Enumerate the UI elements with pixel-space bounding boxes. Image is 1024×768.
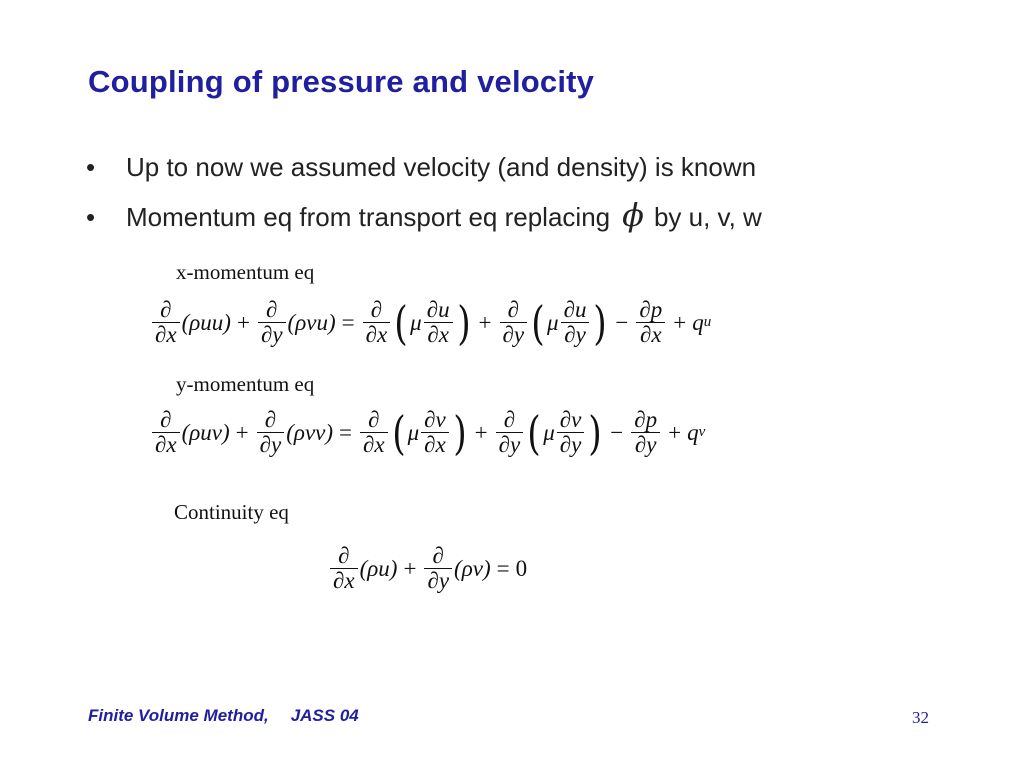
fraction: $\frac{\partial}{\partial y}$: [500, 298, 528, 347]
fraction: $\frac{\partial u}{\partial y}$: [561, 298, 590, 347]
y-momentum-label: y-momentum eq: [176, 372, 315, 396]
y-momentum-equation: $\frac{\partial}{\partial x}$ (ρuv) + $\frac{\partial}{\partial y}$ (ρvv) = $\frac{\partial}{\partial x}$ ( μ $\frac{\partial v}{\partial x}$ ) + $\frac{\partial}{\partial y}$ ( μ $\frac{\partial v}{\partial y}$ ) − $\frac{\partial p}{\partial y}$ + q v: [150, 408, 705, 457]
fraction: $\frac{\partial}{\partial y}$: [424, 544, 452, 593]
equation-term: (ρuv): [181, 419, 230, 445]
page-number: 32: [912, 708, 929, 727]
footer-event: JASS 04: [290, 706, 359, 725]
fraction: $\frac{\partial}{\partial x}$: [330, 544, 358, 593]
footer-course: [88, 706, 359, 726]
fraction: $\frac{\partial v}{\partial x}$: [421, 408, 449, 457]
x-momentum-equation: $\frac{\partial}{\partial x}$ (ρuu) + $\frac{\partial}{\partial y}$ (ρvu) = $\frac{\partial}{\partial x}$ ( μ $\frac{\partial u}{\partial x}$ ) + $\frac{\partial}{\partial y}$ ( μ $\frac{\partial u}{\partial y}$ ) − $\frac{\partial p}{\partial x}$ + q u: [150, 298, 711, 347]
phi-symbol: ϕ: [622, 196, 644, 234]
fraction: $\frac{\partial}{\partial y}$: [258, 298, 286, 347]
fraction: $\frac{\partial p}{\partial x}$: [636, 298, 665, 347]
bullet-dot-icon: •: [86, 202, 96, 232]
equation-term: (ρv): [454, 555, 491, 581]
bullet-item: [86, 196, 762, 240]
equation-term: (ρu): [359, 555, 398, 581]
bullet-dot-icon: •: [86, 152, 96, 182]
footer-course-name: Finite Volume Method,: [88, 706, 269, 725]
bullet-text-tail: by u, v, w: [653, 202, 762, 232]
fraction: $\frac{\partial}{\partial y}$: [496, 408, 524, 457]
continuity-equation: $\frac{\partial}{\partial x}$ (ρu) + $\frac{\partial}{\partial y}$ (ρv) = 0: [328, 544, 527, 593]
x-momentum-label: x-momentum eq: [176, 260, 315, 284]
equation-term: (ρvv): [286, 419, 334, 445]
bullet-item: [86, 152, 762, 196]
fraction: $\frac{\partial}{\partial x}$: [363, 298, 391, 347]
equation-rhs: 0: [515, 555, 528, 581]
equation-term: (ρuu): [181, 309, 231, 335]
equation-term: (ρvu): [287, 309, 336, 335]
continuity-label: Continuity eq: [174, 500, 289, 524]
slide-title: Coupling of pressure and velocity: [88, 64, 595, 99]
bullet-text: Momentum eq from transport eq replacing: [126, 202, 611, 232]
fraction: $\frac{\partial p}{\partial y}$: [631, 408, 660, 457]
fraction: $\frac{\partial}{\partial x}$: [152, 298, 180, 347]
bullet-text: Up to now we assumed velocity (and density) is known: [126, 152, 757, 182]
fraction: $\frac{\partial v}{\partial y}$: [557, 408, 585, 457]
fraction: $\frac{\partial}{\partial x}$: [152, 408, 180, 457]
fraction: $\frac{\partial}{\partial y}$: [257, 408, 285, 457]
fraction: $\frac{\partial}{\partial x}$: [360, 408, 388, 457]
fraction: $\frac{\partial u}{\partial x}$: [424, 298, 453, 347]
bullet-list: [86, 152, 762, 240]
